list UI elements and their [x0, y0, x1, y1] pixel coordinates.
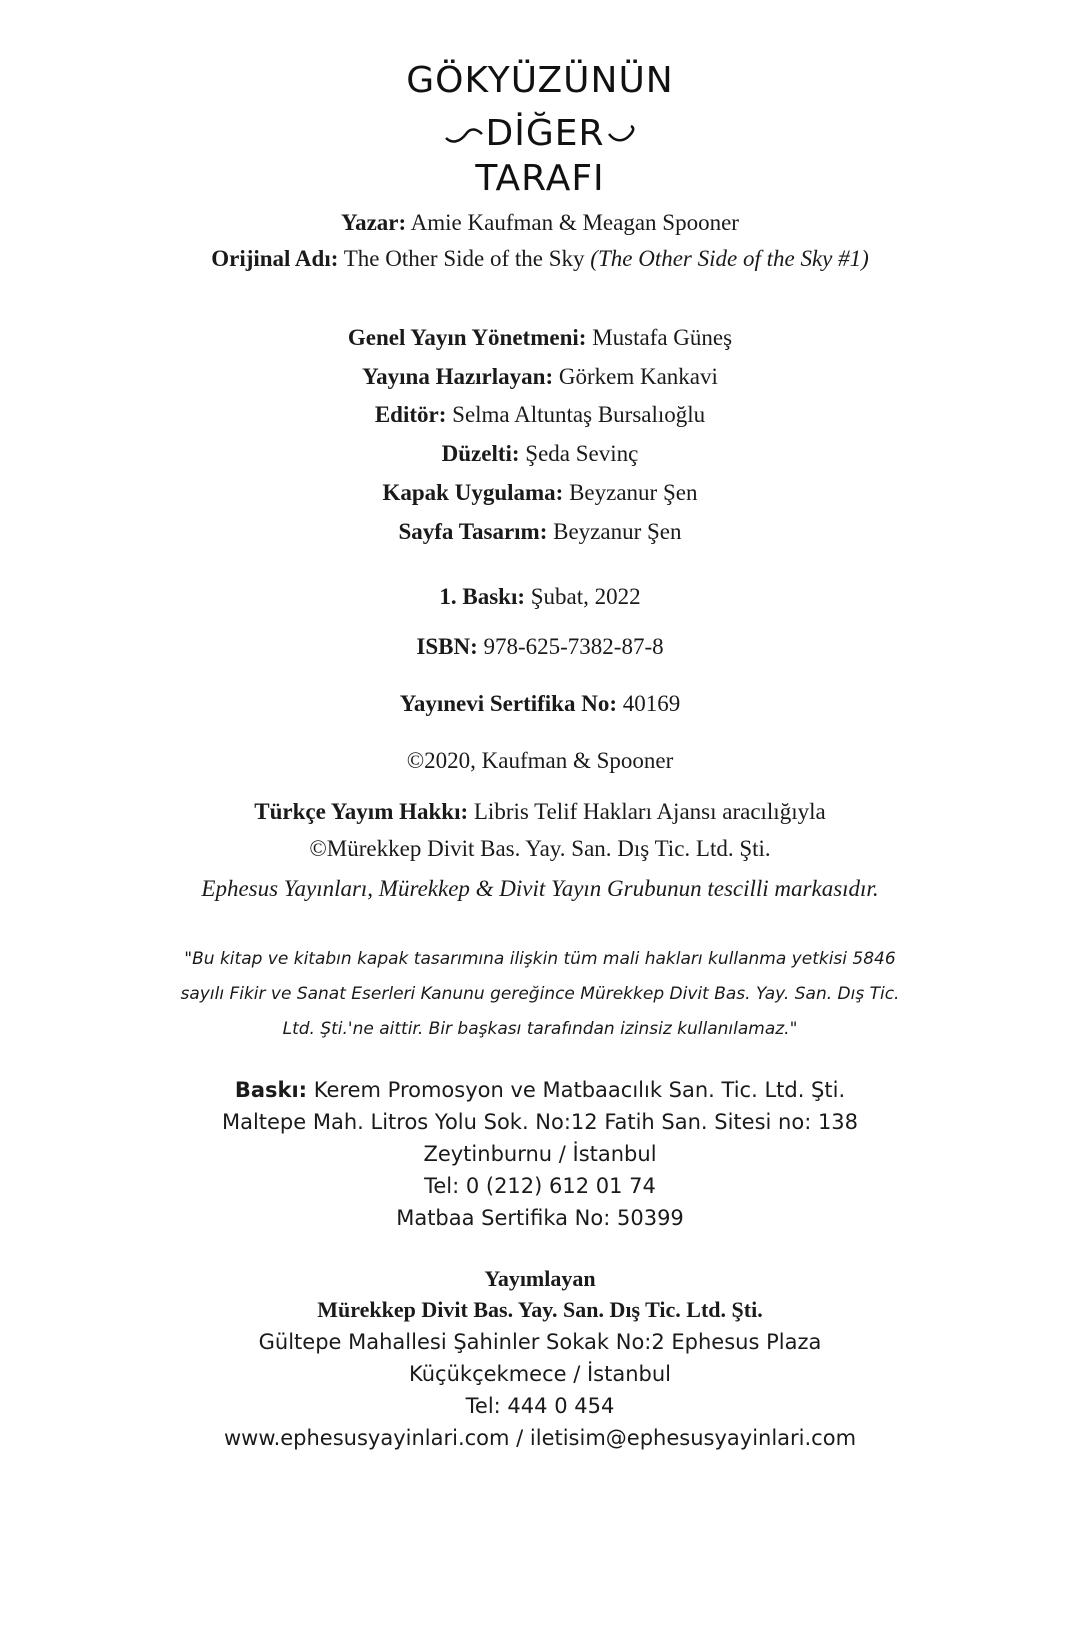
original-label: Orijinal Adı:: [211, 246, 339, 271]
printer-value: Kerem Promosyon ve Matbaacılık San. Tic. Ltd. Şti.: [313, 1078, 846, 1102]
left-flourish-icon: [444, 122, 484, 144]
credit-editor-in-chief: [0, 323, 1080, 353]
certificate-label: Yayınevi Sertifika No:: [399, 691, 617, 716]
credit-value: Görkem Kankavi: [558, 364, 718, 389]
credit-editor: [0, 400, 1080, 430]
credit-value: Selma Altuntaş Bursalıoğlu: [452, 402, 706, 427]
credit-label: Yayına Hazırlayan:: [362, 364, 554, 389]
publisher-phone-line: Tel: 444 0 454: [465, 1394, 615, 1418]
isbn-line: [0, 632, 1080, 662]
credit-value: Mustafa Güneş: [592, 325, 733, 350]
publisher-city-line: Küçükçekmece / İstanbul: [409, 1362, 671, 1386]
credit-value: Beyzanur Şen: [553, 519, 682, 544]
rights-label: Türkçe Yayım Hakkı:: [254, 799, 469, 824]
printer-label: Baskı:: [234, 1078, 308, 1102]
notice-line-2: sayılı Fikir ve Sanat Eserleri Kanunu gereğince Mürekkep Divit Bas. Yay. San. Dış Tic.: [180, 984, 900, 1004]
edition-value: Şubat, 2022: [530, 584, 641, 609]
rights-line: [0, 797, 1080, 827]
credit-proofreading: [0, 439, 1080, 469]
book-title-line-3: TARAFI: [475, 158, 605, 199]
author-value: Amie Kaufman & Meagan Spooner: [410, 210, 739, 235]
credit-label: Düzelti:: [441, 441, 520, 466]
edition-line: [0, 582, 1080, 612]
publisher-name: Mürekkep Divit Bas. Yay. San. Dış Tic. Ltd. Şti.: [317, 1297, 763, 1322]
publisher-address-line: Gültepe Mahallesi Şahinler Sokak No:2 Ephesus Plaza: [258, 1330, 822, 1354]
author-label: Yazar:: [341, 210, 407, 235]
author-line: [0, 208, 1080, 238]
credit-label: Kapak Uygulama:: [382, 480, 564, 505]
isbn-label: ISBN:: [416, 634, 478, 659]
credit-label: Sayfa Tasarım:: [398, 519, 548, 544]
notice-line-1: "Bu kitap ve kitabın kapak tasarımına ilişkin tüm mali hakları kullanma yetkisi 5846: [184, 949, 896, 969]
printer-address-line: Maltepe Mah. Litros Yolu Sok. No:12 Fatih San. Sitesi no: 138: [221, 1110, 859, 1134]
printer-city-line: Zeytinburnu / İstanbul: [423, 1142, 657, 1166]
publisher-web-email-line: www.ephesusyayinlari.com / iletisim@ephesusyayinlari.com: [223, 1426, 857, 1450]
credit-label: Editör:: [374, 402, 447, 427]
rights-value: Libris Telif Hakları Ajansı aracılığıyla: [473, 799, 826, 824]
original-title-line: [0, 244, 1080, 274]
notice-line-3: Ltd. Şti.'ne aittir. Bir başkası tarafından izinsiz kullanılamaz.": [282, 1019, 798, 1039]
credit-label: Genel Yayın Yönetmeni:: [347, 325, 587, 350]
trademark-line: Ephesus Yayınları, Mürekkep & Divit Yayın Grubunun tescilli markasıdır.: [201, 876, 879, 901]
credit-value: Şeda Sevinç: [525, 441, 639, 466]
original-series: (The Other Side of the Sky #1): [590, 246, 869, 271]
right-flourish-icon: [607, 122, 637, 144]
credit-page-design: [0, 517, 1080, 547]
printer-certificate-line: Matbaa Sertifika No: 50399: [396, 1206, 684, 1230]
credit-value: Beyzanur Şen: [569, 480, 698, 505]
original-value: The Other Side of the Sky: [343, 246, 585, 271]
isbn-value: 978-625-7382-87-8: [483, 634, 664, 659]
rights-holder-line: ©Mürekkep Divit Bas. Yay. San. Dış Tic. Ltd. Şti.: [309, 836, 771, 861]
book-title-line-2: [0, 112, 1080, 154]
publisher-heading: Yayımlayan: [484, 1266, 596, 1291]
certificate-line: [0, 689, 1080, 719]
credit-cover: [0, 478, 1080, 508]
printer-phone-line: Tel: 0 (212) 612 01 74: [424, 1174, 656, 1198]
book-title-line-1: GÖKYÜZÜNÜN: [406, 60, 674, 101]
copyright-line: ©2020, Kaufman & Spooner: [406, 748, 674, 773]
printer-line: [0, 1074, 1080, 1106]
credit-prepared-by: [0, 362, 1080, 392]
certificate-value: 40169: [622, 691, 681, 716]
edition-label: 1. Baskı:: [439, 584, 525, 609]
book-title-diger: DİĞER: [485, 112, 605, 154]
